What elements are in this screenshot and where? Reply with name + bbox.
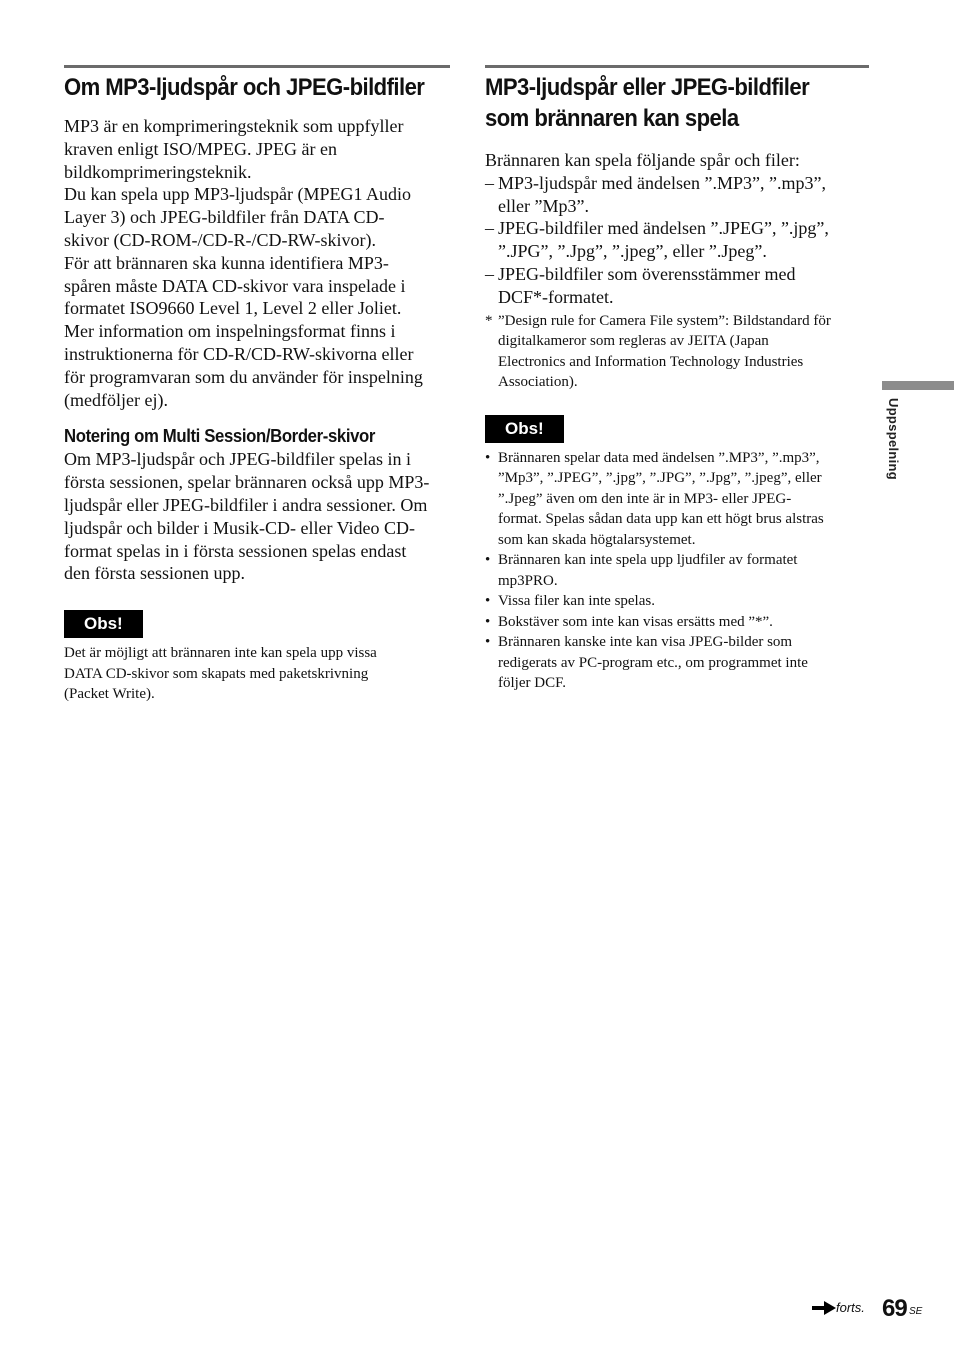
side-tab-bar xyxy=(882,381,954,390)
list-item: – JPEG-bildfiler som överensstämmer med DCF*-formatet. xyxy=(485,263,796,307)
playable-list xyxy=(485,172,869,309)
obs-bullet-list xyxy=(485,448,869,694)
heading-rule xyxy=(64,65,450,68)
obs-label: Obs! xyxy=(485,415,564,443)
intro-paragraph: MP3 är en komprimeringsteknik som uppfyller kraven enligt ISO/MPEG. JPEG är en bildkomprimeringsteknik. Du kan spela upp MP3-ljudspår (MPEG1 Audio Layer 3) och JPEG-bildfiler från DATA CD- skivor (CD-ROM-/CD-R-/CD-RW-skivor). För att brännaren ska kunna identifiera MP3- spåren måste DATA CD-skivor vara inspelade i formatet ISO9660 Level 1, Level 2 eller Joliet. Mer information om inspelningsformat finns i instruktionerna för CD-R/CD-RW-skivorna eller för programvaran som du använder för inspelning (medföljer ej). xyxy=(64,116,423,410)
continued-arrow-icon xyxy=(812,1301,836,1315)
list-item: – MP3-ljudspår med ändelsen ”.MP3”, ”.mp3”, eller ”Mp3”. xyxy=(485,172,826,216)
obs-label: Obs! xyxy=(64,610,143,638)
right-column xyxy=(485,65,869,694)
list-item: • Bokstäver som inte kan visas ersätts med ”*”. xyxy=(485,613,773,630)
heading-rule xyxy=(485,65,869,68)
playable-intro: Brännaren kan spela följande spår och filer: xyxy=(485,150,800,170)
page-suffix: SE xyxy=(909,1306,923,1317)
list-item: • Brännaren kan inte spela upp ljudfiler av formatet mp3PRO. xyxy=(485,552,798,589)
list-item: • Brännaren spelar data med ändelsen ”.MP3”, ”.mp3”, ”Mp3”, ”.JPEG”, ”.jpg”, ”.JPG”, ”.Jpg”, ”.jpeg”, eller ”.Jpeg” även om den inte är in MP3- eller JPEG- format. Spelas sådan data upp kan ett högt brus alstras som kan skada högtalarsystemet. xyxy=(485,449,824,548)
continued-label: forts. xyxy=(836,1300,865,1315)
page-number: 69 xyxy=(882,1295,907,1322)
multi-session-paragraph: Om MP3-ljudspår och JPEG-bildfiler spelas in i första sessionen, spelar brännaren också upp MP3- ljudspår eller JPEG-bildfiler i andra sessioner. Om ljudspår och bilder i Musik-CD- eller Video CD- format spelas in i första sessionen spelas endast den första sessionen upp. xyxy=(64,449,430,584)
list-item: • Brännaren kanske inte kan visa JPEG-bilder som redigerats av PC-program etc., om programmet inte följer DCF. xyxy=(485,634,808,692)
obs-note: Det är möjligt att brännaren inte kan spela upp vissa DATA CD-skivor som skapats med paketskrivning (Packet Write). xyxy=(64,645,377,703)
side-tab-label: Uppspelning xyxy=(886,398,901,481)
list-item: – JPEG-bildfiler med ändelsen ”.JPEG”, ”.jpg”, ”.JPG”, ”.Jpg”, ”.jpeg”, eller ”.Jpeg”. xyxy=(485,218,829,262)
footnote: * ”Design rule for Camera File system”: Bildstandard för digitalkameror som regleras av JEITA (Japan Electronics and Information Technology Industries Association). xyxy=(485,312,831,391)
section-heading-playable-files: MP3-ljudspår eller JPEG-bildfiler som brännaren kan spela xyxy=(485,74,810,132)
left-column xyxy=(64,65,450,705)
list-item: • Vissa filer kan inte spelas. xyxy=(485,593,655,610)
section-heading-mp3-jpeg: Om MP3-ljudspår och JPEG-bildfiler xyxy=(64,74,425,101)
multi-session-subheading: Notering om Multi Session/Border-skivor xyxy=(64,426,376,447)
